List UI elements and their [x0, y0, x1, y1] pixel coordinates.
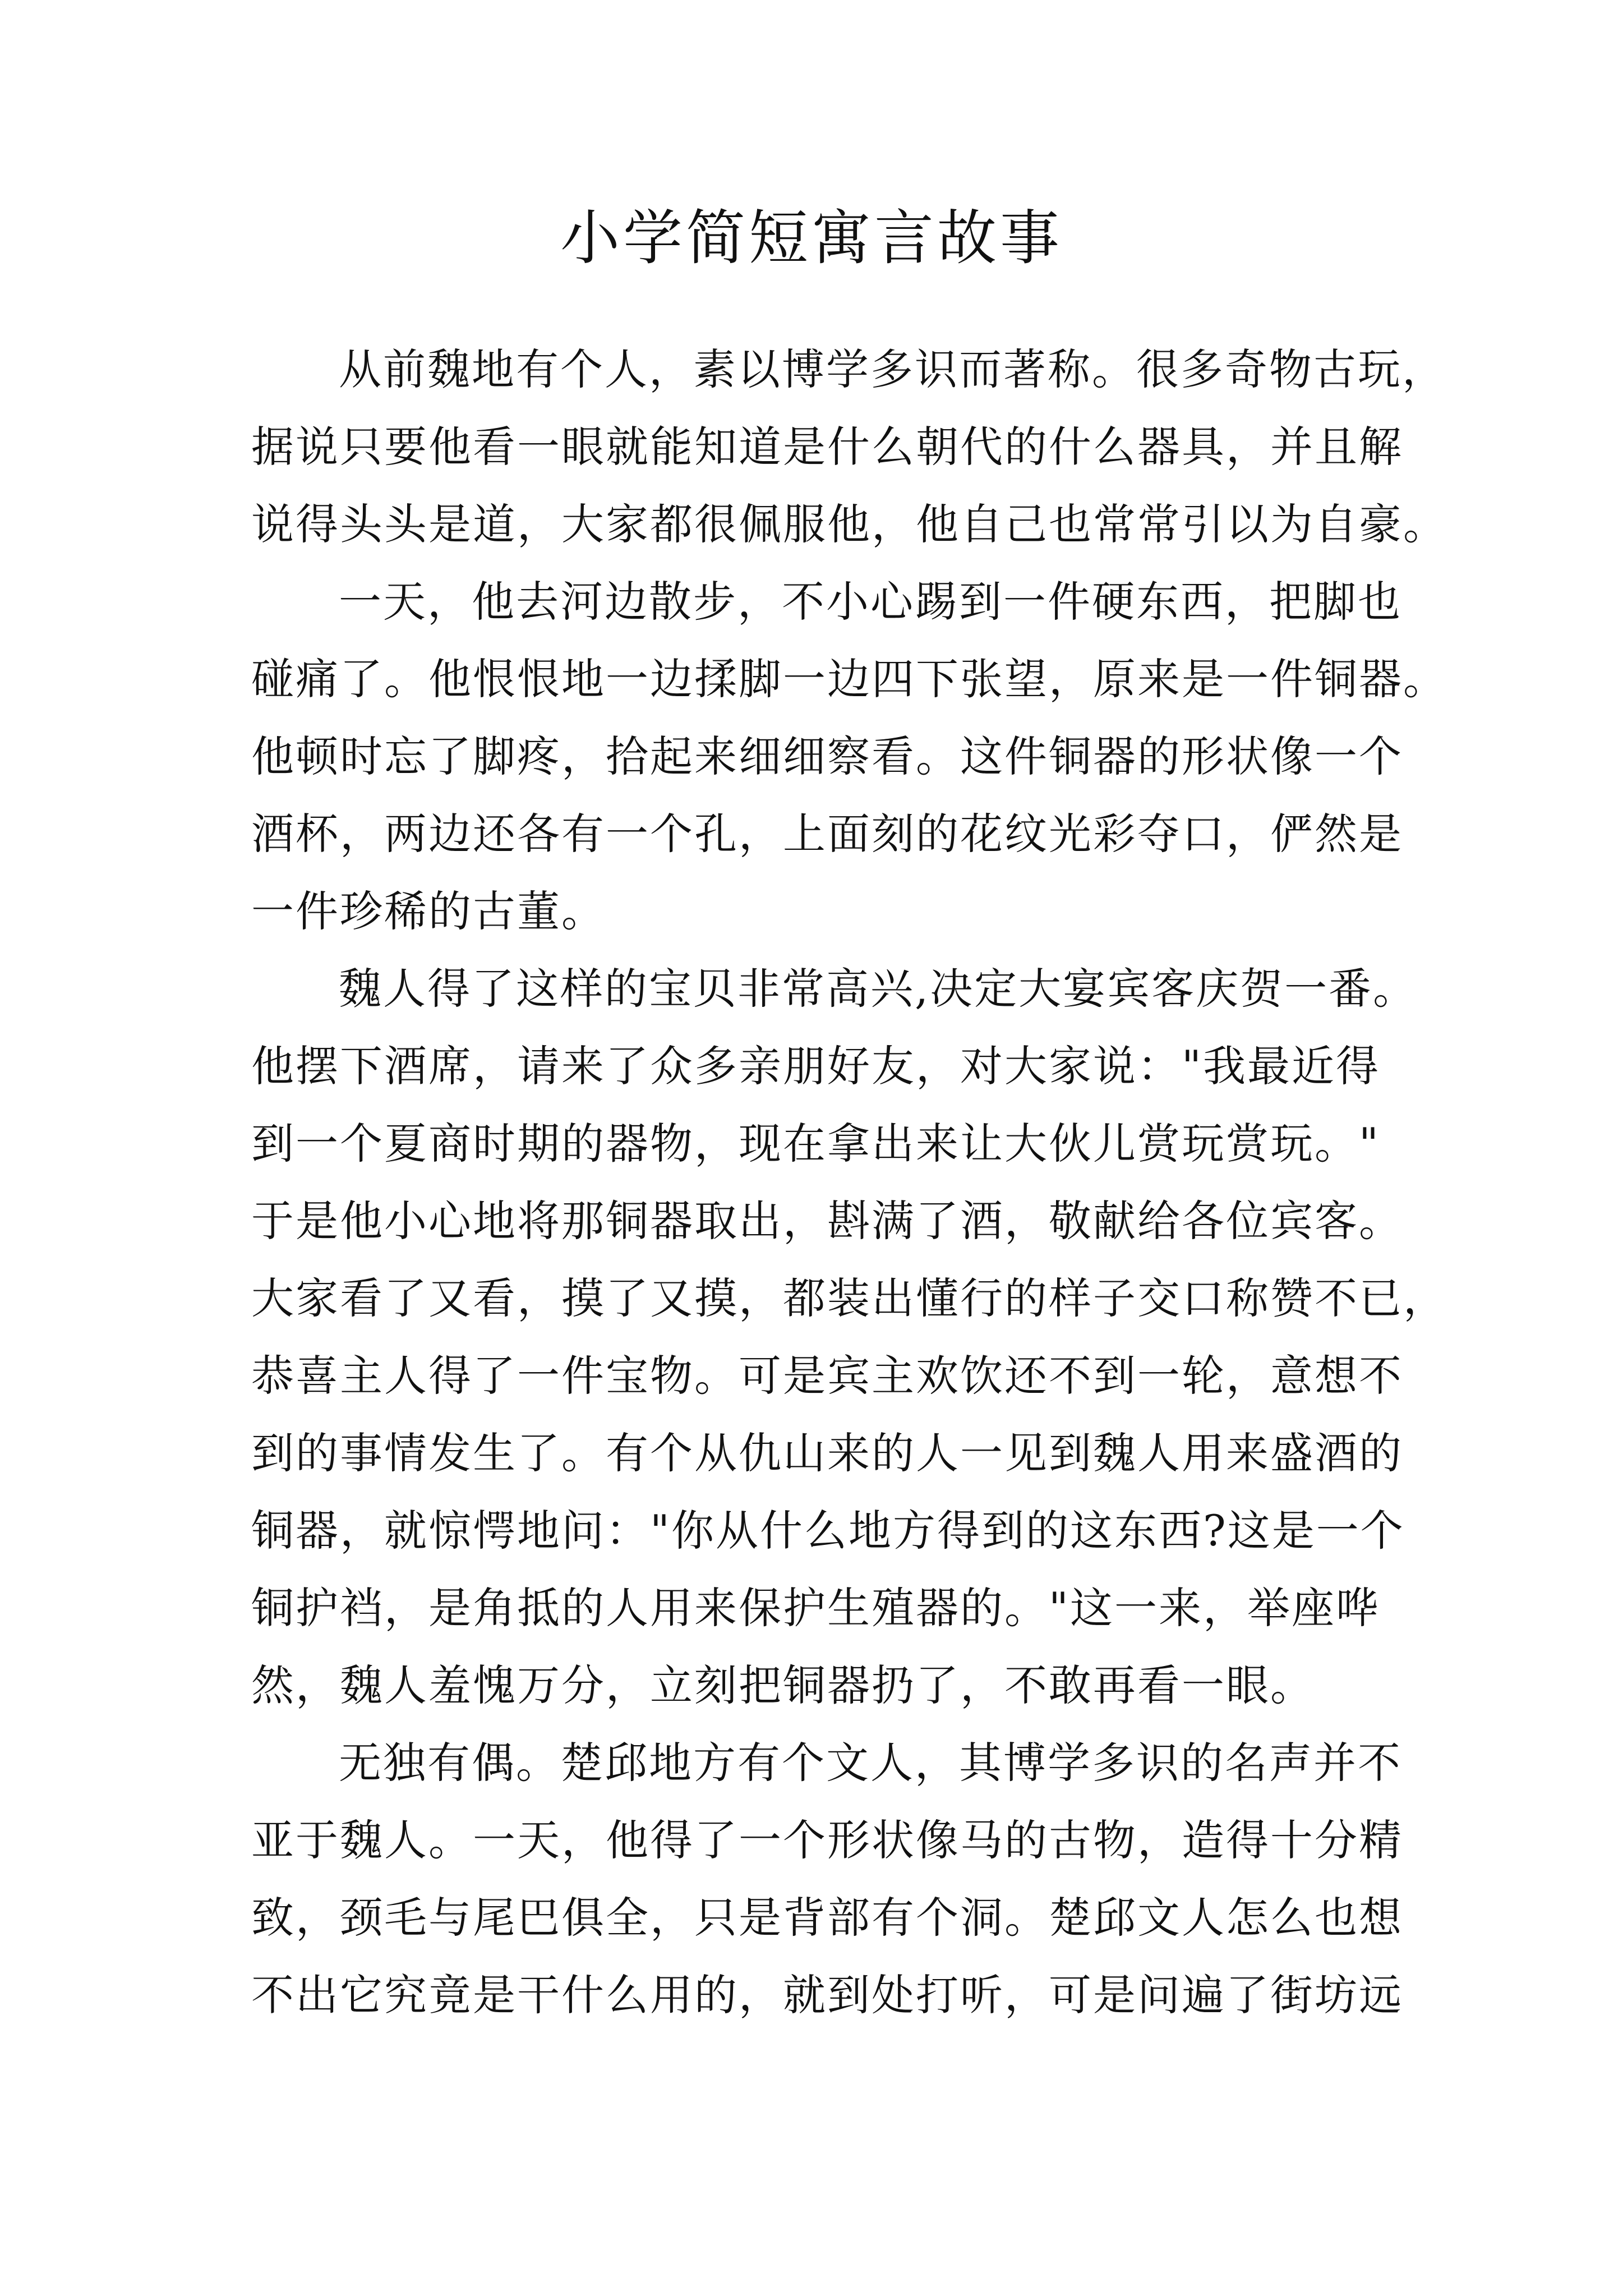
document-title: 小学简短寓言故事 [560, 204, 1063, 273]
document-body [251, 331, 1447, 2034]
text-line: 然，魏人羞愧万分，立刻把铜器扔了，不敢再看一眼。 [251, 1660, 1315, 1710]
text-line: 恭喜主人得了一件宝物。可是宾主欢饮还不到一轮，意想不 [251, 1351, 1403, 1401]
text-line: 从前魏地有个人，素以博学多识而著称。很多奇物古玩， [339, 344, 1446, 394]
text-line: 他摆下酒席，请来了众多亲朋好友，对大家说："我最近得 [251, 1041, 1380, 1091]
text-line: 一件珍稀的古董。 [251, 886, 606, 936]
text-line: 到一个夏商时期的器物，现在拿出来让大伙儿赏玩赏玩。" [251, 1119, 1380, 1168]
text-line: 无独有偶。楚邱地方有个文人，其博学多识的名声并不 [339, 1738, 1402, 1788]
text-line: 魏人得了这样的宝贝非常高兴,决定大宴宾客庆贺一番。 [339, 964, 1418, 1014]
text-line: 据说只要他看一眼就能知道是什么朝代的什么器具，并且解 [251, 422, 1403, 472]
text-line: 酒杯，两边还各有一个孔，上面刻的花纹光彩夺口，俨然是 [251, 809, 1403, 859]
text-line: 铜护裆，是角抵的人用来保护生殖器的。"这一来，举座哗 [251, 1583, 1380, 1633]
text-line: 一天，他去河边散步，不小心踢到一件硬东西，把脚也 [339, 577, 1402, 627]
text-line: 致，颈毛与尾巴俱全，只是背部有个洞。楚邱文人怎么也想 [251, 1893, 1403, 1943]
text-line: 不出它究竟是干什么用的，就到处打听，可是问遍了街坊远 [251, 1970, 1403, 2020]
text-line: 铜器，就惊愕地问："你从什么地方得到的这东西?这是一个 [251, 1506, 1405, 1556]
text-line: 说得头头是道，大家都很佩服他，他自己也常常引以为自豪。 [251, 499, 1447, 549]
text-line: 亚于魏人。一天，他得了一个形状像马的古物，造得十分精 [251, 1815, 1403, 1865]
text-line: 大家看了又看，摸了又摸，都装出懂行的样子交口称赞不已， [251, 1273, 1447, 1323]
text-line: 于是他小心地将那铜器取出，斟满了酒，敬献给各位宾客。 [251, 1196, 1403, 1246]
text-line: 到的事情发生了。有个从仇山来的人一见到魏人用来盛酒的 [251, 1428, 1403, 1478]
text-line: 碰痛了。他恨恨地一边揉脚一边四下张望，原来是一件铜器。 [251, 654, 1447, 704]
text-line: 他顿时忘了脚疼，拾起来细细察看。这件铜器的形状像一个 [251, 731, 1403, 781]
